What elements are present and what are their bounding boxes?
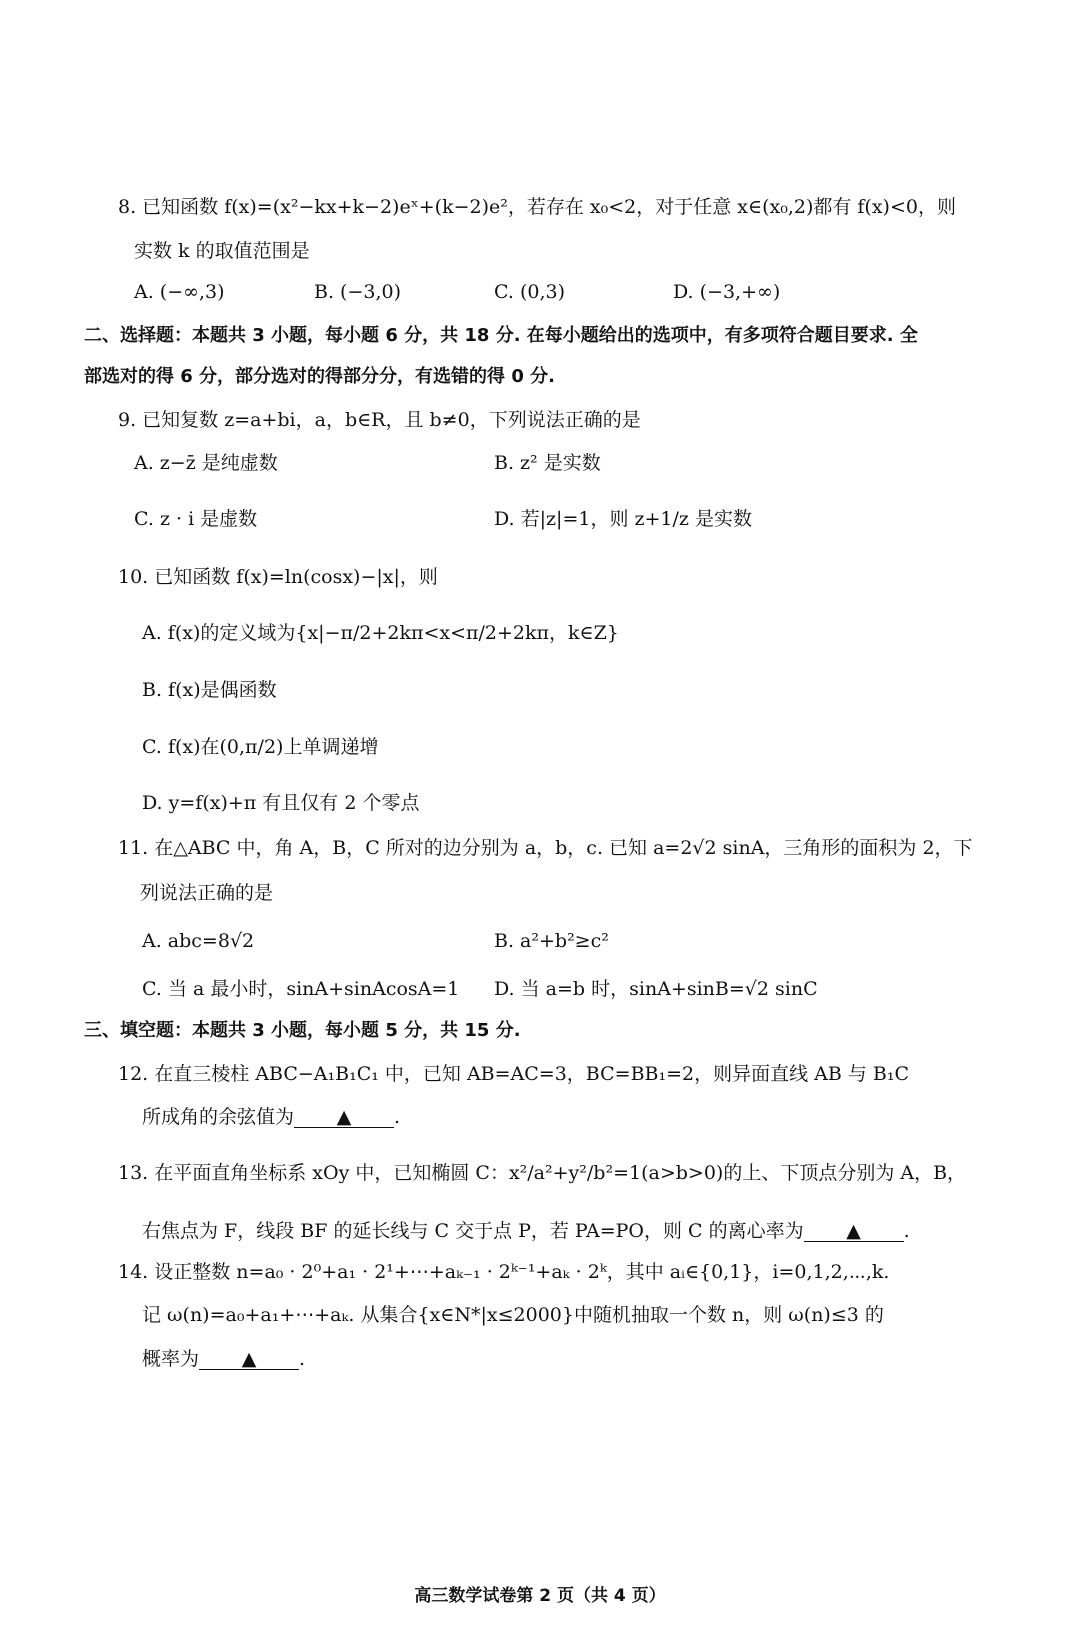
q14-stem-line1: 14. 设正整数 n=a₀ · 2⁰+a₁ · 2¹+⋯+aₖ₋₁ · 2ᵏ⁻¹+aₖ · 2ᵏ，其中 aᵢ∈{0,1}，i=0,1,2,⋯,k. [118, 1261, 890, 1283]
q8-option-a: A. (−∞,3) [134, 281, 225, 303]
q9-option-b: B. z² 是实数 [494, 452, 601, 474]
q8-option-c: C. (0,3) [494, 281, 565, 303]
q11-option-a: A. abc=8√2 [142, 930, 255, 952]
q13-stem-text: 右焦点为 F，线段 BF 的延长线与 C 交于点 P，若 PA=PO，则 C 的离心率为 [142, 1220, 804, 1242]
section2-heading: 二、选择题：本题共 3 小题，每小题 6 分，共 18 分. 在每小题给出的选项中，有多项符合题目要求. 全 [84, 325, 918, 346]
q13-blank-mark: ▲ [846, 1220, 861, 1242]
q9-stem: 9. 已知复数 z=a+bi，a，b∈R，且 b≠0，下列说法正确的是 [118, 409, 641, 431]
q14-period: . [299, 1348, 306, 1370]
q12-stem-line2 [142, 1106, 400, 1129]
page-footer: 高三数学试卷第 2 页（共 4 页） [414, 1586, 666, 1606]
q9-option-d: D. 若|z|=1，则 z+1/z 是实数 [494, 508, 752, 530]
q14-answer-blank [199, 1350, 299, 1370]
q14-stem-text: 概率为 [142, 1348, 200, 1370]
q12-stem-line1: 12. 在直三棱柱 ABC−A₁B₁C₁ 中，已知 AB=AC=3，BC=BB₁=2，则异面直线 AB 与 B₁C [118, 1063, 910, 1085]
q13-period: . [903, 1220, 910, 1242]
q10-stem: 10. 已知函数 f(x)=ln(cosx)−|x|，则 [118, 566, 438, 588]
q8-option-b: B. (−3,0) [314, 281, 402, 303]
q11-option-d: D. 当 a=b 时，sinA+sinB=√2 sinC [494, 978, 818, 1000]
q9-option-c: C. z · i 是虚数 [134, 508, 258, 530]
q11-option-c: C. 当 a 最小时，sinA+sinAcosA=1 [142, 978, 460, 1000]
q13-stem-line2 [142, 1220, 910, 1243]
q14-stem-line3 [142, 1348, 305, 1371]
q9-option-a: A. z−z̄ 是纯虚数 [134, 452, 278, 474]
q12-answer-blank [294, 1108, 394, 1128]
q10-option-d: D. y=f(x)+π 有且仅有 2 个零点 [142, 792, 420, 814]
q8-option-d: D. (−3,+∞) [673, 281, 781, 303]
q10-option-b: B. f(x)是偶函数 [142, 679, 277, 701]
q11-stem-line1: 11. 在△ABC 中，角 A，B，C 所对的边分别为 a，b，c. 已知 a=2√2 sinA，三角形的面积为 2，下 [118, 837, 973, 859]
q11-stem-line2: 列说法正确的是 [140, 882, 274, 904]
q11-option-b: B. a²+b²≥c² [494, 930, 609, 952]
section3-heading: 三、填空题：本题共 3 小题，每小题 5 分，共 15 分. [84, 1020, 521, 1041]
q8-stem-line2: 实数 k 的取值范围是 [134, 240, 310, 262]
q10-option-c: C. f(x)在(0,π/2)上单调递增 [142, 736, 379, 758]
q12-stem-text: 所成角的余弦值为 [142, 1106, 295, 1128]
q12-blank-mark: ▲ [336, 1106, 352, 1128]
q14-stem-line2: 记 ω(n)=a₀+a₁+⋯+aₖ. 从集合{x∈N*|x≤2000}中随机抽取一个数 n，则 ω(n)≤3 的 [142, 1304, 884, 1326]
q13-stem-line1: 13. 在平面直角坐标系 xOy 中，已知椭圆 C：x²/a²+y²/b²=1(a>b>0)的上、下顶点分别为 A，B， [118, 1162, 967, 1184]
q14-blank-mark: ▲ [241, 1348, 257, 1370]
q12-period: . [394, 1106, 401, 1128]
q13-answer-blank [804, 1222, 904, 1242]
q8-stem-line1: 8. 已知函数 f(x)=(x²−kx+k−2)eˣ+(k−2)e²，若存在 x₀<2，对于任意 x∈(x₀,2)都有 f(x)<0，则 [118, 196, 956, 218]
section2-heading-cont: 部选对的得 6 分，部分选对的得部分分，有选错的得 0 分. [84, 366, 555, 387]
q10-option-a: A. f(x)的定义域为{x|−π/2+2kπ<x<π/2+2kπ，k∈Z} [142, 622, 619, 644]
